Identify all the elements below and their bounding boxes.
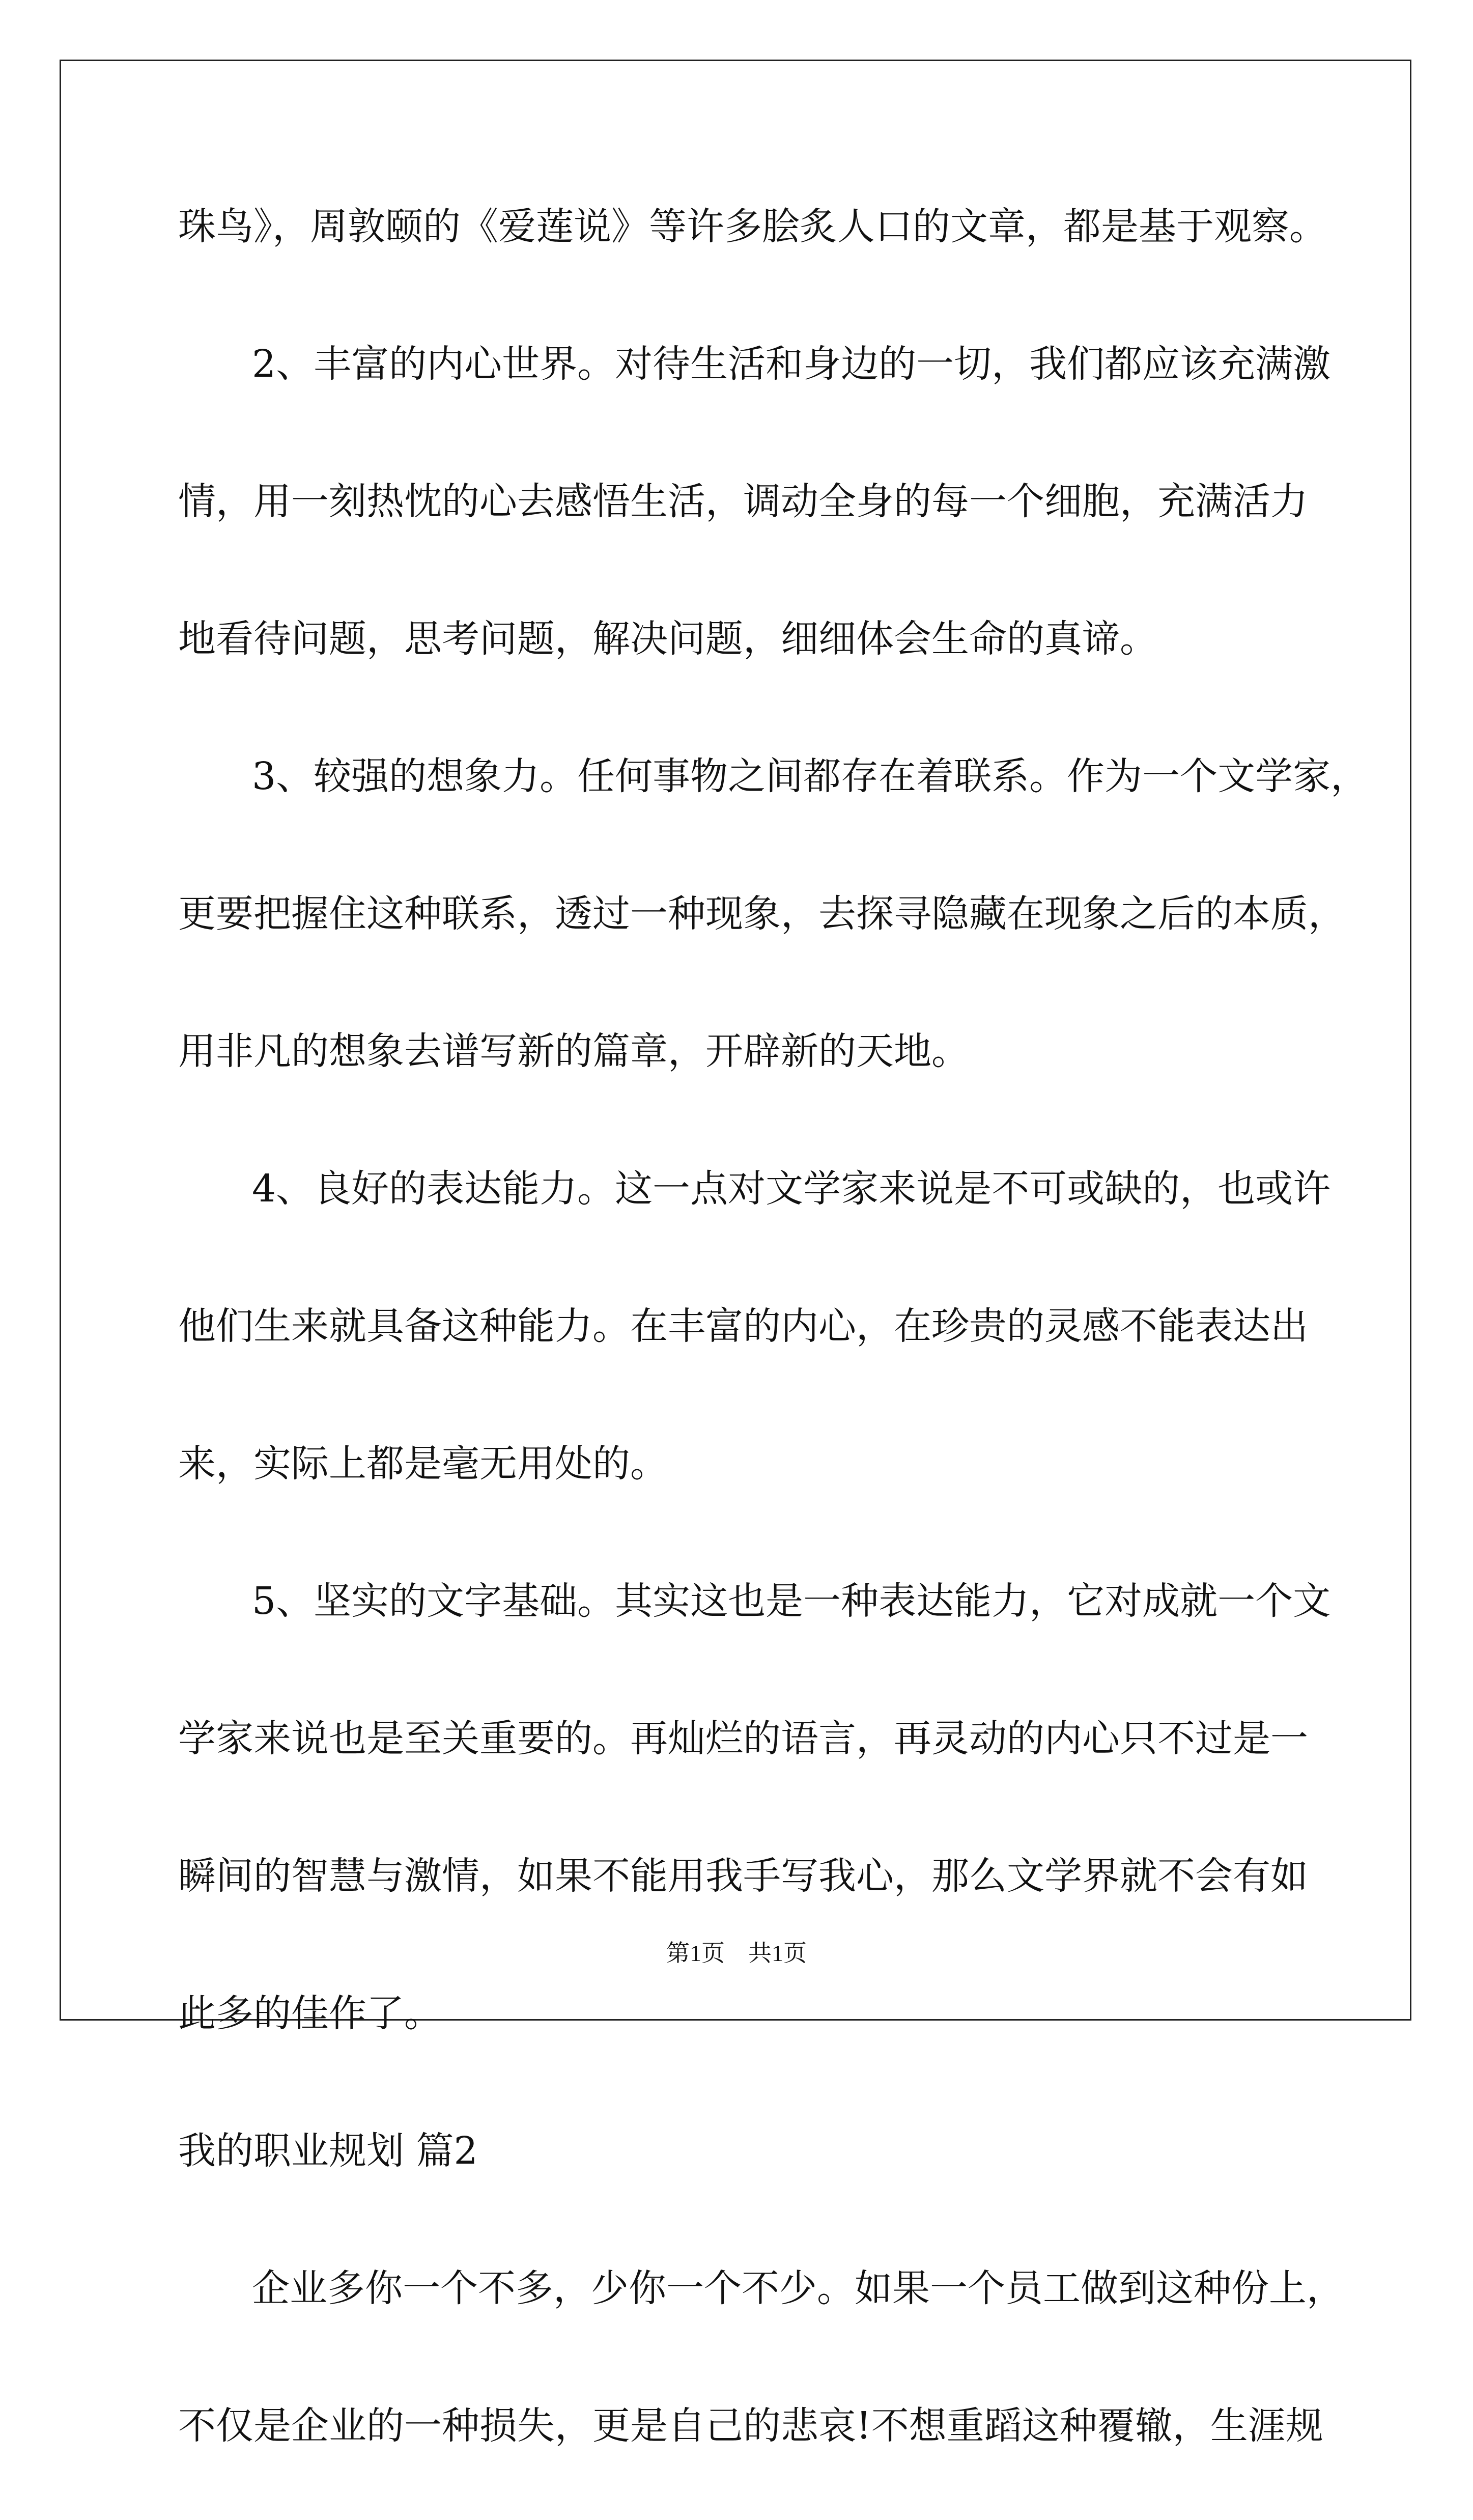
paragraph-line: 企业多你一个不多，少你一个不少。如果一个员工做到这种份上， bbox=[252, 2266, 1344, 2310]
paragraph-line: 更要把握住这种联系，透过一种现象，去探寻隐藏在现象之后的本质， bbox=[178, 892, 1346, 936]
paragraph-line: 来，实际上都是毫无用处的。 bbox=[178, 1442, 668, 1486]
paragraph-line: 用非凡的想象去谱写新的篇章，开辟新的天地。 bbox=[178, 1029, 969, 1073]
paragraph-line: 他们生来就具备这种能力。在丰富的内心，在珍贵的灵感不能表达出 bbox=[178, 1304, 1308, 1348]
paragraph-line: 地看待问题，思考问题，解决问题，细细体会生命的真谛。 bbox=[178, 617, 1157, 661]
paragraph-line: 3、较强的想象力。任何事物之间都存在着联系。作为一个文学家， bbox=[252, 754, 1369, 798]
paragraph-line: 2、丰富的内心世界。对待生活和身边的一切，我们都应该充满激 bbox=[252, 342, 1331, 386]
paragraph-line: 学家来说也是至关重要的。再灿烂的语言，再灵动的内心只不过是一 bbox=[178, 1717, 1308, 1760]
paragraph-line: 不仅是企业的一种损失，更是自己的悲哀!不想重蹈这种覆辙，生涯规 bbox=[178, 2404, 1323, 2448]
document-body bbox=[178, 183, 1369, 2520]
paragraph-line: 4、良好的表达能力。这一点对文学家来说是不可或缺的，也或许 bbox=[252, 1167, 1331, 1211]
paragraph-line: 5、坚实的文字基础。其实这也是一种表达能力，它对成就一个文 bbox=[252, 1579, 1331, 1623]
paragraph-line: 珠鸟》，周敦颐的《爱莲说》等许多脍炙人口的文章，都是基于观察。 bbox=[178, 205, 1327, 248]
paragraph-line: 瞬间的智慧与激情，如果不能用我手写我心，那么文学界就不会有如 bbox=[178, 1854, 1308, 1898]
section-heading: 我的职业规划 篇2 bbox=[178, 2129, 478, 2173]
paragraph-line: 此多的佳作了。 bbox=[178, 1992, 442, 2035]
paragraph-line: 情，用一刻热忱的心去感悟生活，调动全身的每一个细胞，充满活力 bbox=[178, 480, 1308, 523]
page-footer: 第1页 共1页 bbox=[666, 1940, 807, 1966]
